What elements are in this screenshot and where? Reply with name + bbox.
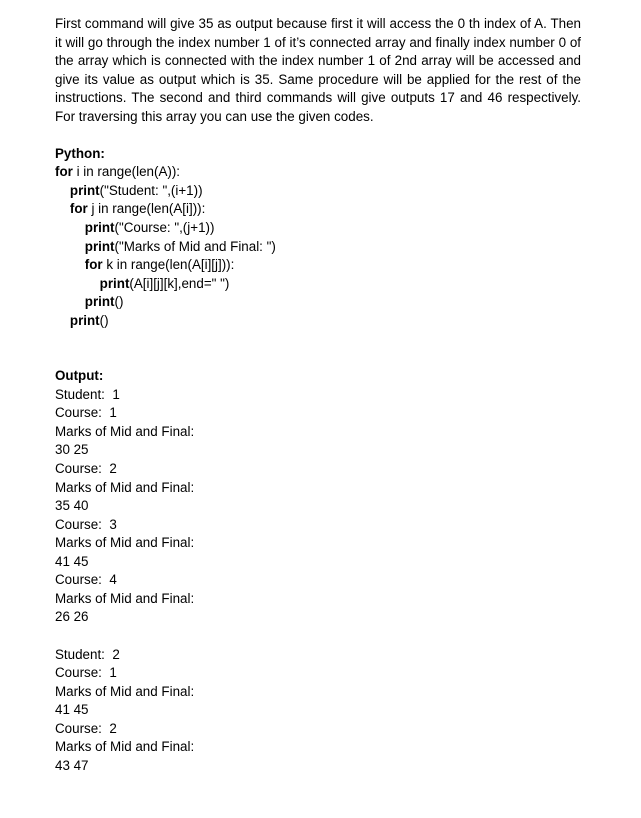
output-line: Course: 2 — [55, 461, 117, 477]
output-line: Student: 2 — [55, 646, 120, 662]
output-line: Marks of Mid and Final: — [55, 739, 195, 755]
code-keyword: print — [84, 238, 115, 254]
output-line: Marks of Mid and Final: — [55, 423, 195, 439]
spacer — [55, 330, 581, 367]
python-code-block — [55, 163, 581, 330]
code-line: print() — [69, 312, 109, 328]
code-line: print("Course: ",(j+1)) — [84, 220, 215, 236]
code-keyword: for — [84, 257, 103, 273]
output-line: Marks of Mid and Final: — [55, 535, 195, 551]
output-line: Course: 3 — [55, 516, 117, 532]
output-line: Marks of Mid and Final: — [55, 479, 195, 495]
output-line: 30 25 — [55, 442, 89, 458]
code-line: for k in range(len(A[i][j])): — [84, 257, 235, 273]
explanation-paragraph: First command will give 35 as output because first it will access the 0 th index of A. Then it will go through the index number 1 of it’s connected array and finally index number 0 of the array which is connected with the index number 1 of 2nd array will be accessed and give its value as output which is 35. Same procedure will be applied for the rest of the instructions. The second and third commands will give outputs 17 and 46 respectively. For traversing this array you can use the given codes. — [55, 16, 581, 124]
output-line: Marks of Mid and Final: — [55, 683, 195, 699]
output-line: Course: 1 — [55, 405, 117, 421]
output-student-1 — [55, 386, 581, 627]
code-line: print(A[i][j][k],end=" ") — [99, 275, 230, 291]
output-line: Course: 1 — [55, 665, 117, 681]
code-keyword: print — [69, 312, 100, 328]
code-line: print() — [84, 294, 124, 310]
code-keyword: print — [84, 294, 115, 310]
output-line: 41 45 — [55, 553, 89, 569]
output-line: 35 40 — [55, 498, 89, 514]
code-keyword: for — [69, 201, 88, 217]
code-keyword: for — [55, 164, 73, 180]
output-line: Student: 1 — [55, 386, 120, 402]
code-line: print("Student: ",(i+1)) — [69, 182, 203, 198]
output-line: 43 47 — [55, 757, 89, 773]
spacer — [55, 627, 581, 646]
output-line: Course: 2 — [55, 720, 117, 736]
code-keyword: print — [99, 275, 130, 291]
code-keyword: print — [84, 220, 115, 236]
code-line: for j in range(len(A[i])): — [69, 201, 206, 217]
output-line: 41 45 — [55, 702, 89, 718]
spacer — [55, 126, 581, 145]
output-line: Course: 4 — [55, 572, 117, 588]
code-keyword: print — [69, 182, 100, 198]
output-line: 26 26 — [55, 609, 89, 625]
output-heading: Output: — [55, 368, 104, 384]
output-student-2 — [55, 646, 581, 776]
code-line: print("Marks of Mid and Final: ") — [84, 238, 276, 254]
document-page — [55, 15, 581, 775]
output-line: Marks of Mid and Final: — [55, 590, 195, 606]
python-heading: Python: — [55, 145, 105, 161]
code-line: for i in range(len(A)): — [55, 164, 181, 180]
